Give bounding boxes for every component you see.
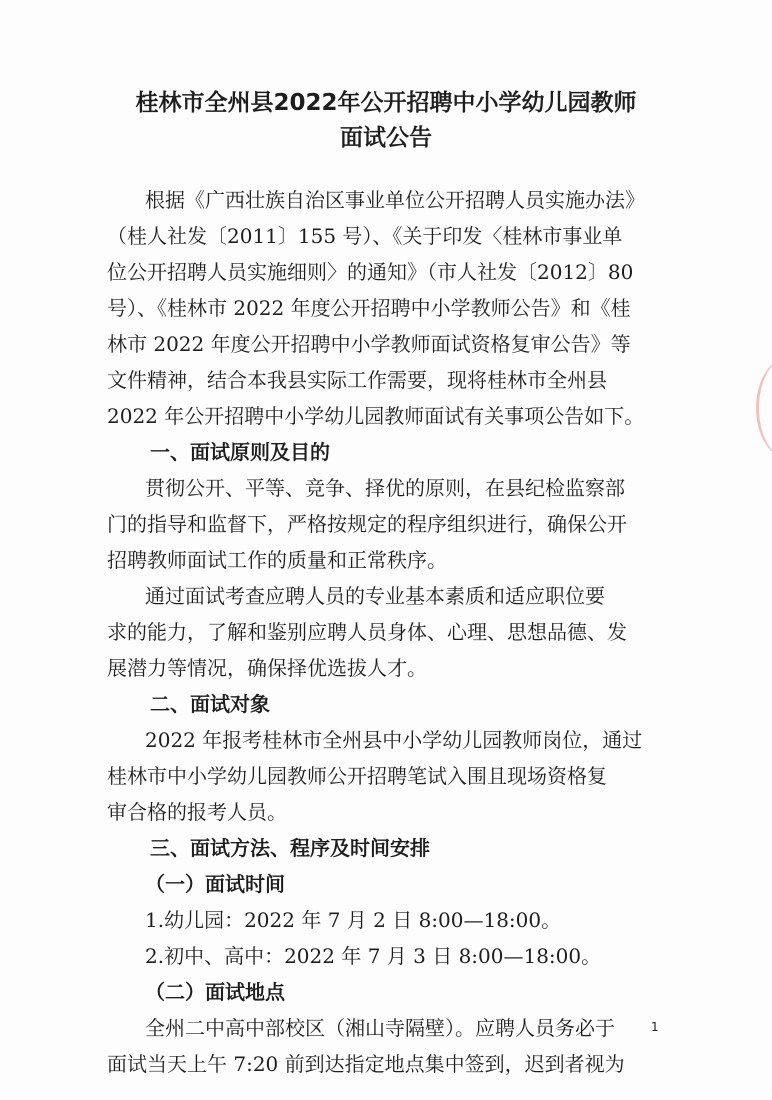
paragraph-line: 门的指导和监督下，严格按规定的程序组织进行，确保公开 — [107, 512, 627, 536]
subsection-heading: （一）面试时间 — [145, 872, 285, 896]
red-seal-edge — [756, 358, 772, 458]
section-heading: 二、面试对象 — [150, 692, 270, 716]
paragraph-line: 全州二中高中部校区（湘山寺隔壁）。应聘人员务必于 — [145, 1016, 615, 1040]
subsection-heading: （二）面试地点 — [145, 980, 285, 1004]
paragraph-line: 2022 年报考桂林市全州县中小学幼儿园教师岗位，通过 — [145, 728, 643, 752]
paragraph-line: 面试当天上午 7:20 前到达指定地点集中签到，迟到者视为 — [107, 1052, 625, 1076]
paragraph-line: 招聘教师面试工作的质量和正常秩序。 — [107, 548, 447, 572]
paragraph-line: 通过面试考查应聘人员的专业基本素质和适应职位要 — [145, 584, 605, 608]
paragraph-line: 号）、《桂林市 2022 年度公开招聘中小学教师公告》和《桂 — [107, 296, 631, 320]
paragraph-line: 2022 年公开招聘中小学幼儿园教师面试有关事项公告如下。 — [107, 404, 645, 428]
document-title-line-2: 面试公告 — [340, 125, 432, 151]
paragraph-line: 文件精神，结合本我县实际工作需要，现将桂林市全州县 — [107, 368, 607, 392]
page-number: 1 — [651, 1020, 659, 1034]
paragraph-line: 林市 2022 年度公开招聘中小学教师面试资格复审公告》等 — [107, 332, 631, 356]
paragraph-line: 桂林市中小学幼儿园教师公开招聘笔试入围且现场资格复 — [107, 764, 607, 788]
section-heading: 三、面试方法、程序及时间安排 — [150, 836, 430, 860]
paragraph-line: 审合格的报考人员。 — [107, 800, 287, 824]
section-heading: 一、面试原则及目的 — [150, 440, 330, 464]
paragraph-line: （桂人社发〔2011〕155 号）、《关于印发〈桂林市事业单 — [107, 224, 623, 248]
paragraph-line: 展潜力等情况，确保择优选拔人才。 — [107, 656, 427, 680]
paragraph-line: 1.幼儿园：2022 年 7 月 2 日 8:00—18:00。 — [145, 908, 562, 932]
paragraph-line: 求的能力，了解和鉴别应聘人员身体、心理、思想品德、发 — [107, 620, 627, 644]
paragraph-line: 位公开招聘人员实施细则〉的通知》（市人社发〔2012〕80 — [107, 260, 634, 284]
paragraph-line: 贯彻公开、平等、竞争、择优的原则，在县纪检监察部 — [145, 476, 625, 500]
document-title-line-1: 桂林市全州县2022年公开招聘中小学幼儿园教师 — [135, 90, 637, 116]
paragraph-line: 2.初中、高中：2022 年 7 月 3 日 8:00—18:00。 — [145, 944, 602, 968]
paragraph-line: 根据《广西壮族自治区事业单位公开招聘人员实施办法》 — [145, 188, 645, 212]
